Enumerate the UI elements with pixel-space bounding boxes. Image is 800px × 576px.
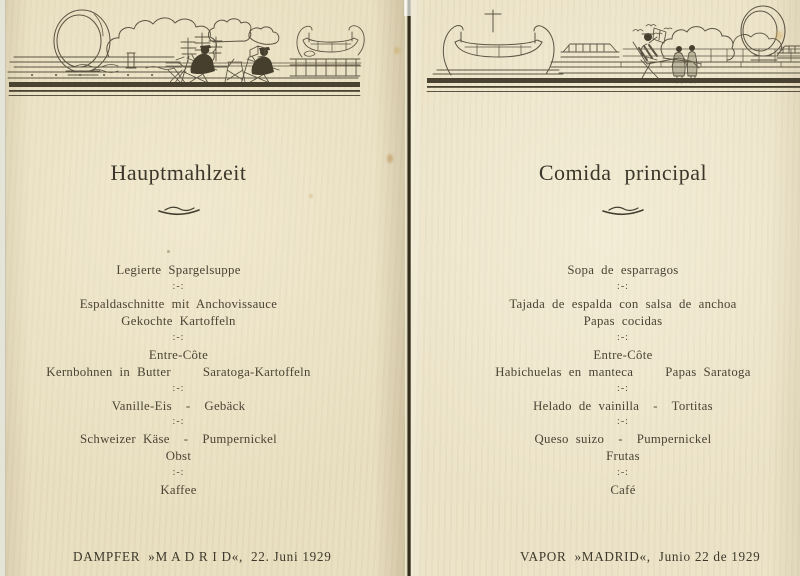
menu-item: Kaffee — [160, 483, 197, 498]
menu-item: Papas Saratoga — [665, 364, 751, 379]
menu-item: Vanille-Eis - Gebäck — [111, 398, 246, 413]
menu-item: Papas cocidas — [583, 313, 663, 328]
course-separator: :-: — [617, 280, 629, 292]
menu-item: Schweizer Käse - Pumpernickel — [79, 432, 277, 447]
menu-list-spanish — [446, 262, 800, 499]
page-title-spanish: Comida principal — [538, 160, 708, 185]
footer-ship-date-german: DAMPFER »M A D R I D«, 22. Juni 1929 — [73, 549, 332, 564]
menu-item: Espaldaschnitte mit Anchovissauce — [79, 296, 278, 311]
swash-ornament-icon — [156, 203, 202, 217]
course-separator: :-: — [172, 280, 185, 292]
menu-item: Kernbohnen in Butter — [46, 364, 171, 379]
menu-item: Frutas — [606, 449, 640, 464]
menu-item: Obst — [165, 449, 192, 464]
menu-item: Habichuelas en manteca — [495, 364, 634, 379]
swash-ornament-icon — [600, 203, 646, 217]
stain-spot — [387, 154, 393, 163]
course-separator: :-: — [172, 416, 185, 428]
menu-item: Saratoga-Kartoffeln — [202, 364, 311, 379]
menu-item: Helado de vainilla - Tortitas — [533, 398, 713, 413]
right-menu-page — [411, 0, 800, 576]
menu-item: Tajada de espalda con salsa de anchoa — [509, 296, 737, 311]
seam-highlight — [404, 0, 411, 16]
course-separator: :-: — [172, 382, 185, 394]
page-title-german: Hauptmahlzeit — [110, 160, 247, 185]
course-separator: :-: — [172, 467, 185, 479]
course-separator: :-: — [617, 467, 629, 479]
left-page-content — [6, 0, 351, 576]
menu-item: Entre-Côte — [593, 347, 653, 362]
menu-item: Sopa de esparragos — [567, 263, 679, 277]
menu-item-pair — [446, 364, 800, 381]
course-separator: :-: — [172, 331, 185, 343]
menu-item: Legierte Spargelsuppe — [116, 263, 241, 277]
menu-list-german — [6, 262, 351, 499]
course-separator: :-: — [617, 331, 629, 343]
course-separator: :-: — [617, 416, 629, 428]
menu-item: Entre-Côte — [148, 347, 209, 362]
menu-item: Gekochte Kartoffeln — [121, 313, 236, 328]
footer-ship-date-spanish: VAPOR »MADRID«, Junio 22 de 1929 — [520, 549, 761, 564]
menu-item-pair — [6, 364, 351, 381]
menu-item: Queso suizo - Pumpernickel — [534, 432, 712, 447]
right-page-content — [446, 0, 800, 576]
menu-item: Café — [610, 483, 636, 498]
course-separator: :-: — [617, 382, 629, 394]
left-menu-page — [5, 0, 406, 576]
